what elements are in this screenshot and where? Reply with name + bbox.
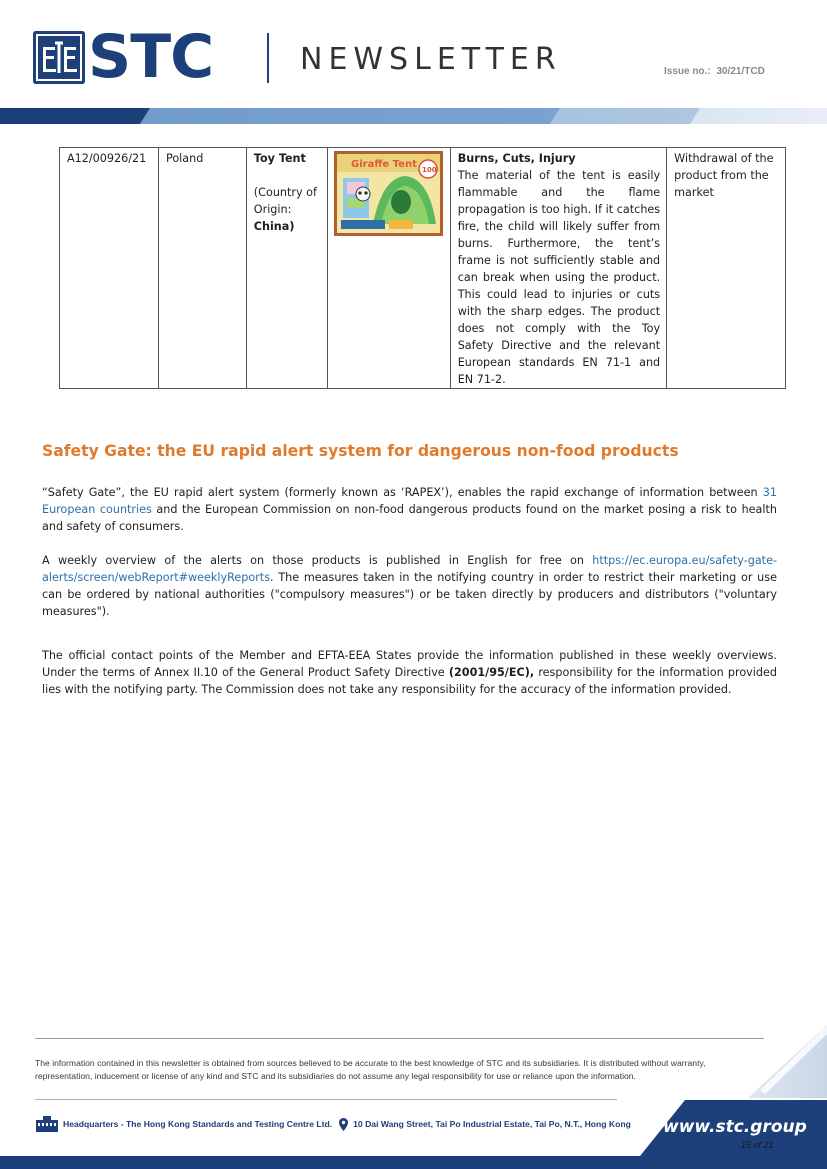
product-photo	[334, 151, 443, 236]
photo-badge: 100	[421, 166, 437, 174]
p2-text-b: . The measures taken in the notifying country in order to restrict their marketing or use can be ordered by national authorities ("compulsory measures") or be taken directly by producers and distributors ("voluntary measures").	[42, 571, 777, 618]
product-cell	[246, 148, 327, 389]
country-cell: Poland	[158, 148, 246, 389]
measure-cell: Withdrawal of the product from the market	[667, 148, 786, 389]
countries-link[interactable]: 31 European countries	[42, 486, 777, 516]
origin-line-2: Origin:	[253, 203, 292, 216]
p3-text-b: responsibility for the information provided lies with the notifying party. The Commission does not take any responsibility for the accuracy of the information provided.	[42, 666, 778, 696]
website-link[interactable]: www.stc.group	[663, 1117, 807, 1137]
paragraph-weekly-overview	[42, 552, 777, 620]
risk-description: The material of the tent is easily flammable and the flame propagation is too high. If it catches fire, the child will likely suffer from burns. Furthermore, the tent’s frame is not sufficiently stable and can break when using the product. This could lead to injuries or cuts with the sharp edges. The product does not comply with the Toy Safety Directive and the relevant European standards EN 71-1 and EN 71-2.	[457, 169, 661, 386]
stc-wordmark: STC	[88, 22, 214, 92]
footer-graphic	[0, 1020, 827, 1169]
issue-number	[664, 66, 765, 77]
p1-text-b: and the European Commission on non-food dangerous products found on the market posing a risk to health and safety of consumers.	[42, 503, 777, 533]
risk-title: Burns, Cuts, Injury	[457, 152, 576, 165]
p1-text-a: “Safety Gate”, the EU rapid alert system (formerly known as ‘RAPEX’), enables the rapid exchange of information between	[42, 486, 763, 499]
hq-label: Headquarters - The Hong Kong Standards and Testing Centre Ltd.	[63, 1119, 333, 1129]
newsletter-header	[0, 0, 827, 125]
hq-rule	[35, 1099, 617, 1100]
product-name: Toy Tent	[253, 152, 306, 165]
disclaimer: The information contained in this newsletter is obtained from sources believed to be accurate to the best knowledge of STC and its subsidiaries. It is distributed without warranty, representation, inducement or license of any kind and STC and its subsidiaries do not assume any legal responsibility for use or reliance upon the information.	[35, 1058, 706, 1081]
newsletter-title: NEWSLETTER	[300, 42, 562, 77]
footer-rule	[35, 1038, 764, 1039]
issue-value: 30/21/TCD	[716, 66, 765, 77]
image-cell	[327, 148, 450, 389]
paragraph-safety-gate-intro	[42, 484, 777, 535]
photo-caption: Giraffe Tent	[350, 159, 417, 170]
header-stripe	[0, 108, 827, 124]
section-title: Safety Gate: the EU rapid alert system for dangerous non-food products	[42, 442, 679, 460]
headquarters-info	[35, 1115, 631, 1133]
weekly-reports-link[interactable]: https://ec.europa.eu/safety-gate-alerts/screen/webReport#weeklyReports	[42, 554, 777, 584]
directive-reference: (2001/95/EC),	[448, 666, 535, 679]
recall-table	[59, 147, 786, 389]
table-row	[60, 148, 786, 389]
risk-cell	[450, 148, 666, 389]
hq-address: 10 Dai Wang Street, Tai Po Industrial Estate, Tai Po, N.T., Hong Kong	[353, 1119, 631, 1129]
paragraph-contact-points	[42, 647, 777, 698]
header-divider	[267, 33, 269, 83]
p2-text-a: A weekly overview of the alerts on those products is published in English for free on	[42, 554, 593, 567]
origin-line-1: (Country of	[253, 186, 317, 199]
page-number: 15 of 21	[741, 1140, 774, 1150]
reference-cell: A12/00926/21	[60, 148, 159, 389]
issue-label: Issue no.:	[664, 66, 711, 77]
p3-text-a: The official contact points of the Member and EFTA-EEA States provide the information published in these weekly overviews. Under the terms of Annex II.10 of the General Product Safety Directive	[42, 649, 777, 679]
origin-country: China)	[253, 220, 295, 233]
location-pin-icon	[339, 1118, 348, 1131]
stc-logo-icon	[33, 31, 85, 84]
building-icon	[35, 1116, 59, 1132]
